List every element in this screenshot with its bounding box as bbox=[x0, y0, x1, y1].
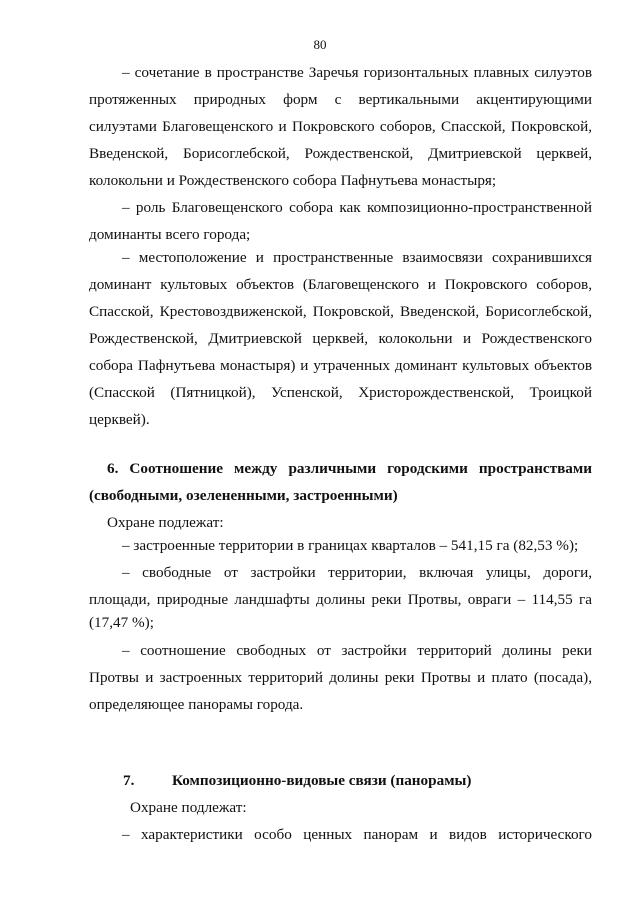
paragraph-line: церквей). bbox=[89, 411, 150, 428]
paragraph-line: – соотношение свободных от застройки территорий долины реки bbox=[122, 642, 592, 659]
section-heading: 6. Соотношение между различными городскими пространствами bbox=[107, 460, 592, 477]
paragraph-line: – характеристики особо ценных панорам и видов исторического bbox=[122, 826, 592, 843]
subheading: Охране подлежат: bbox=[107, 514, 224, 531]
section-number: 7. bbox=[123, 772, 135, 789]
paragraph-line: определяющее панорамы города. bbox=[89, 696, 304, 713]
paragraph-line: (17,47 %); bbox=[89, 614, 154, 631]
paragraph-line: Протвы и застроенных территорий долины реки Протвы и плато (посада), bbox=[89, 669, 592, 686]
paragraph-line: доминант культовых объектов (Благовещенского и Покровского соборов, bbox=[89, 276, 592, 293]
section-heading: (свободными, озелененными, застроенными) bbox=[89, 487, 398, 504]
paragraph-line: – застроенные территории в границах кварталов – 541,15 га (82,53 %); bbox=[122, 537, 579, 554]
paragraph-line: собора Пафнутьева монастыря) и утраченных доминант культовых объектов bbox=[89, 357, 592, 374]
paragraph-line: – местоположение и пространственные взаимосвязи сохранившихся bbox=[122, 249, 592, 266]
paragraph-line: Введенской, Борисоглебской, Рождественской, Дмитриевской церквей, bbox=[89, 145, 592, 162]
paragraph-line: Спасской, Крестовоздвиженской, Покровской, Введенской, Борисоглебской, bbox=[89, 303, 592, 320]
paragraph-line: – роль Благовещенского собора как композиционно-пространственной bbox=[122, 199, 592, 216]
paragraph-line: протяженных природных форм с вертикальными акцентирующими bbox=[89, 91, 592, 108]
subheading: Охране подлежат: bbox=[130, 799, 247, 816]
paragraph-line: Рождественской, Дмитриевской церквей, колокольни и Рождественского bbox=[89, 330, 592, 347]
paragraph-line: – сочетание в пространстве Заречья горизонтальных плавных силуэтов bbox=[122, 64, 592, 81]
page-number: 80 bbox=[313, 37, 327, 52]
paragraph-line: силуэтами Благовещенского и Покровского соборов, Спасской, Покровской, bbox=[89, 118, 592, 135]
section-heading: Композиционно-видовые связи (панорамы) bbox=[172, 772, 472, 789]
paragraph-line: площади, природные ландшафты долины реки Протвы, овраги – 114,55 га bbox=[89, 591, 592, 608]
paragraph-line: доминанты всего города; bbox=[89, 226, 251, 243]
paragraph-line: (Спасской (Пятницкой), Успенской, Христорождественской, Троицкой bbox=[89, 384, 592, 401]
paragraph-line: – свободные от застройки территории, включая улицы, дороги, bbox=[122, 564, 592, 581]
paragraph-line: колокольни и Рождественского собора Пафнутьева монастыря; bbox=[89, 172, 497, 189]
